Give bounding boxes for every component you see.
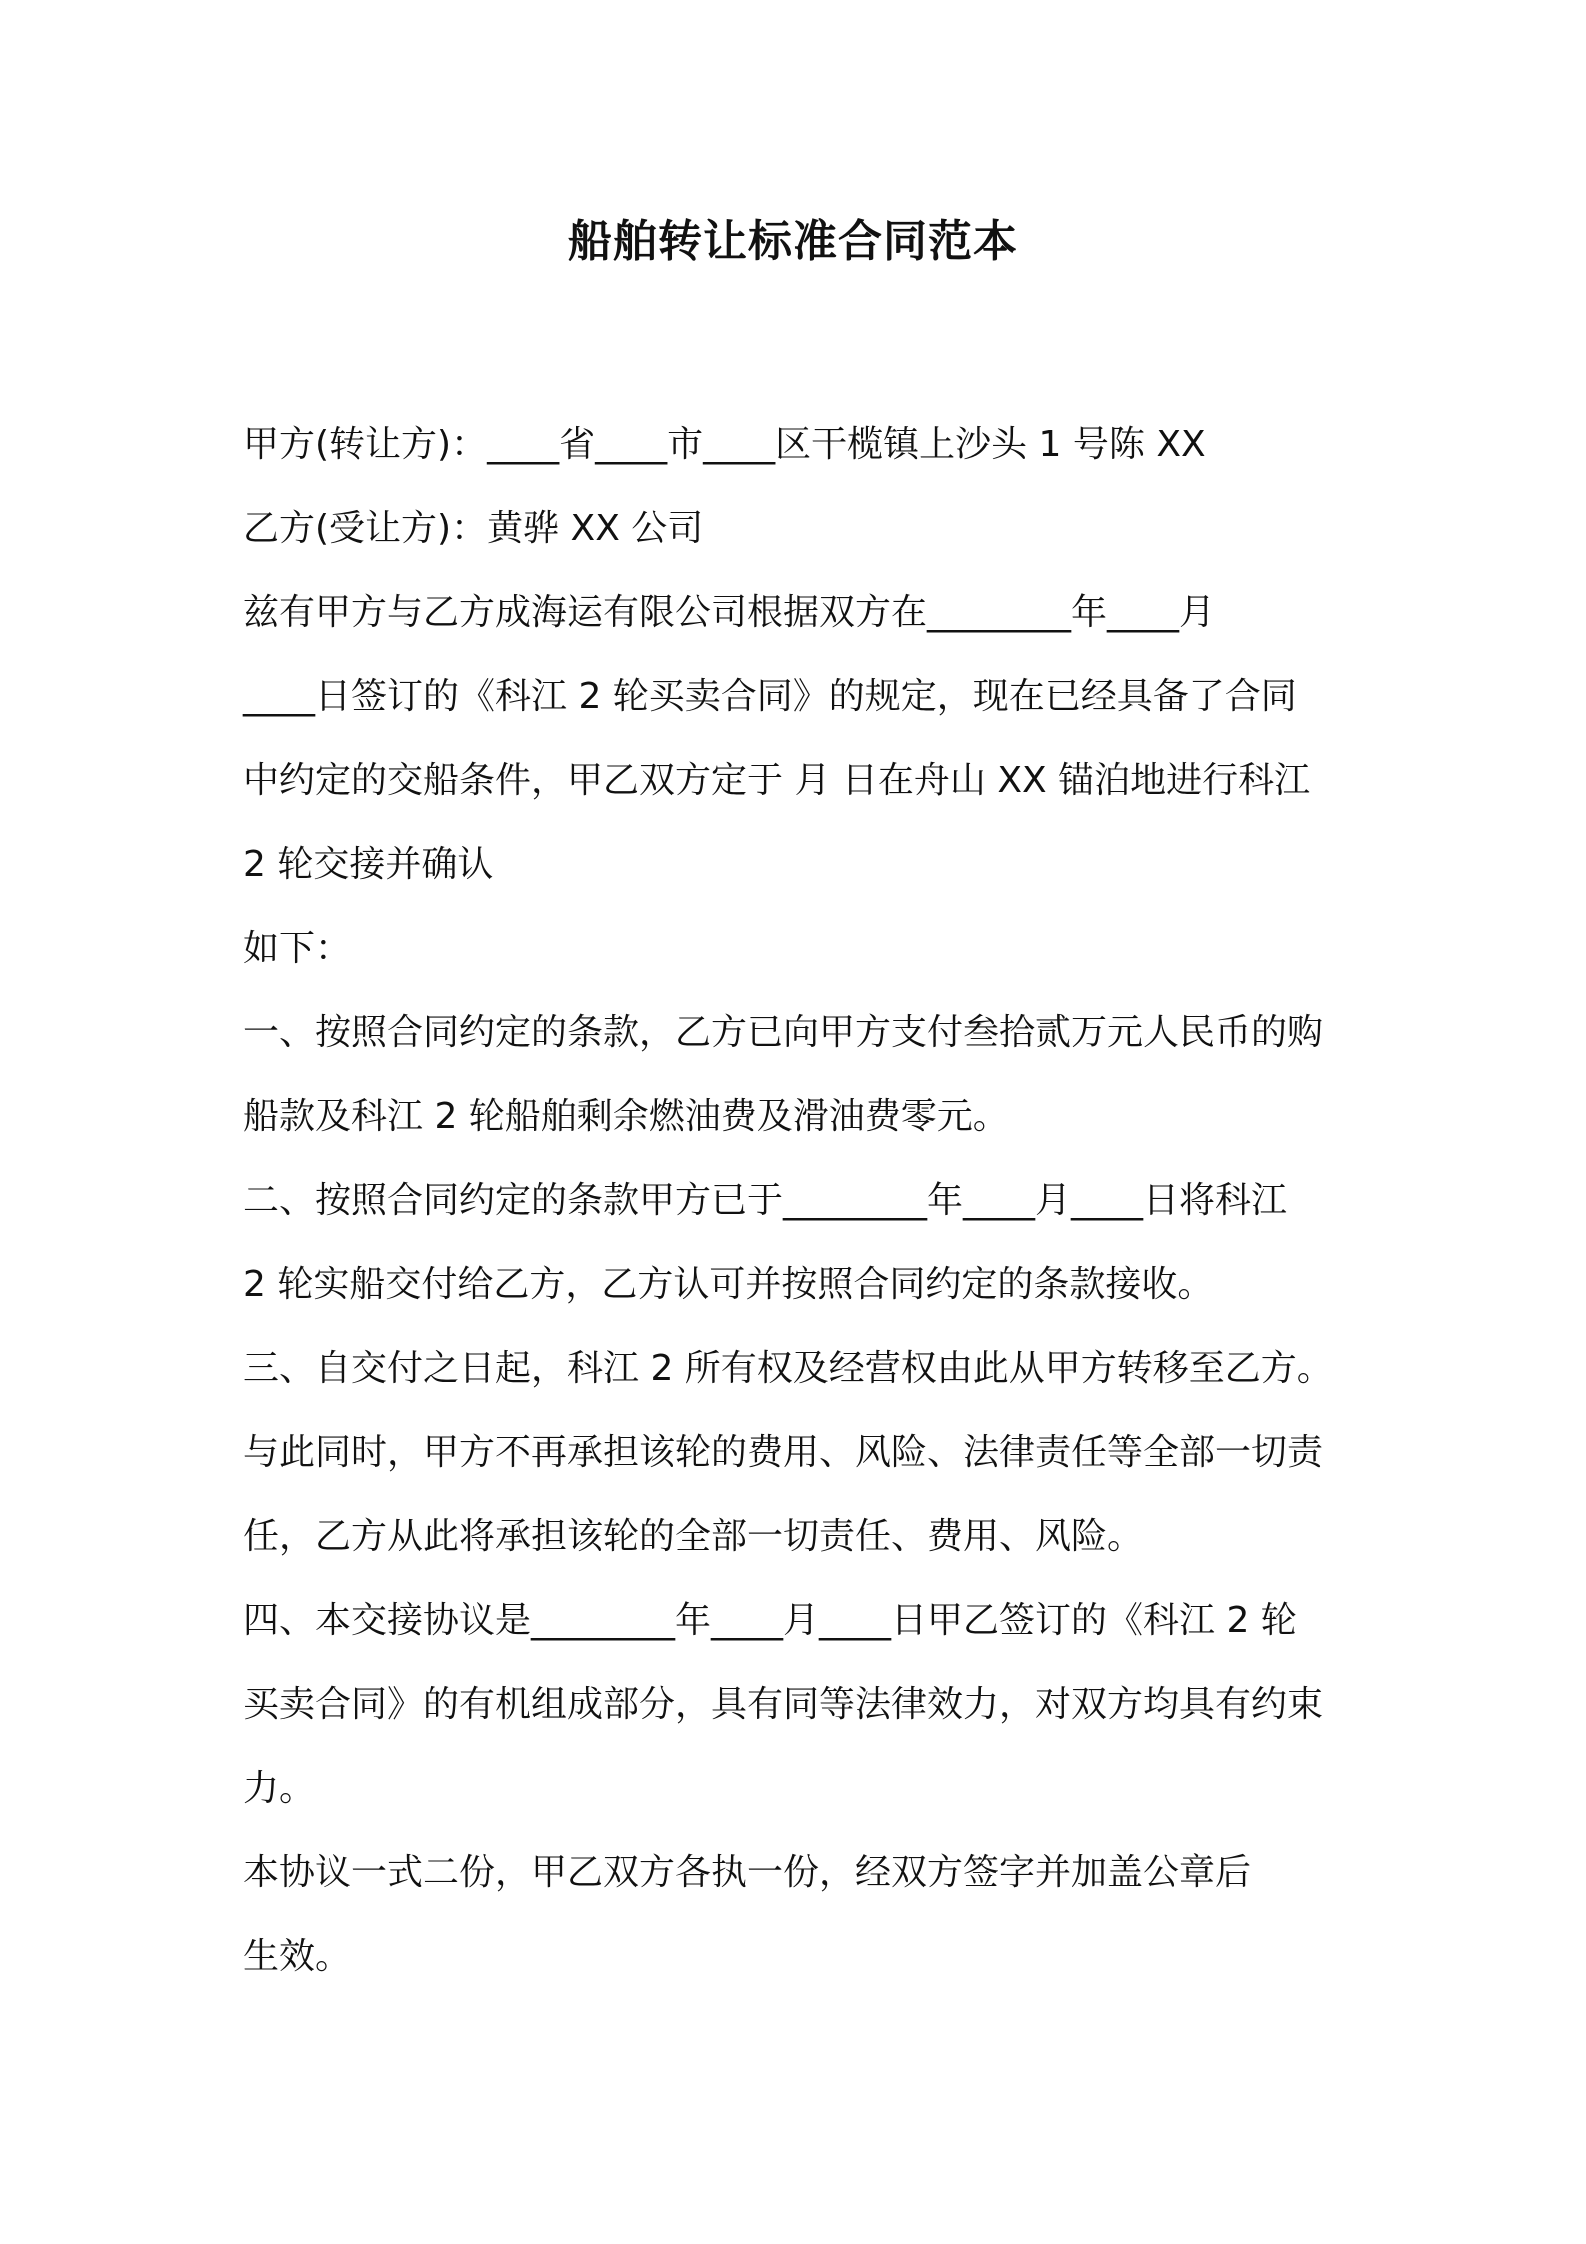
clause-1-line: 船款及科江 2 轮船舶剩余燃油费及滑油费零元。: [243, 1096, 1009, 1137]
text-line: 如下：: [243, 928, 352, 969]
clause-2-line: 二、按照合同约定的条款甲方已于________年____月____日将科江: [243, 1180, 1288, 1221]
clause-4-line: 四、本交接协议是________年____月____日甲乙签订的《科江 2 轮: [243, 1600, 1297, 1641]
text-line: ____日签订的《科江 2 轮买卖合同》的规定，现在已经具备了合同: [243, 676, 1297, 717]
clause-4-line: 力。: [243, 1768, 316, 1809]
clause-3-line: 任，乙方从此将承担该轮的全部一切责任、费用、风险。: [243, 1516, 1144, 1557]
clause-1-line: 一、按照合同约定的条款，乙方已向甲方支付叁拾贰万元人民币的购: [243, 1012, 1324, 1053]
closing-line: 生效。: [243, 1936, 352, 1977]
text-line-party-b: 乙方(受让方)：黄骅 XX 公司: [243, 508, 704, 549]
text-line: 中约定的交船条件，甲乙双方定于 月 日在舟山 XX 锚泊地进行科江: [243, 760, 1311, 801]
clause-3-line: 与此同时，甲方不再承担该轮的费用、风险、法律责任等全部一切责: [243, 1432, 1324, 1473]
clause-3-line: 三、自交付之日起，科江 2 所有权及经营权由此从甲方转移至乙方。: [243, 1348, 1333, 1389]
clause-2-line: 2 轮实船交付给乙方，乙方认可并按照合同约定的条款接收。: [243, 1264, 1214, 1305]
closing-line: 本协议一式二份，甲乙双方各执一份，经双方签字并加盖公章后: [243, 1852, 1252, 1893]
clause-4-line: 买卖合同》的有机组成部分，具有同等法律效力，对双方均具有约束: [243, 1684, 1324, 1725]
document-title: 船舶转让标准合同范本: [568, 216, 1018, 267]
document-body: [243, 403, 1363, 1999]
text-line-party-a: 甲方(转让方)：____省____市____区干榄镇上沙头 1 号陈 XX: [243, 424, 1206, 465]
text-line: 2 轮交接并确认: [243, 844, 494, 885]
text-line: 兹有甲方与乙方成海运有限公司根据双方在________年____月: [243, 592, 1216, 633]
